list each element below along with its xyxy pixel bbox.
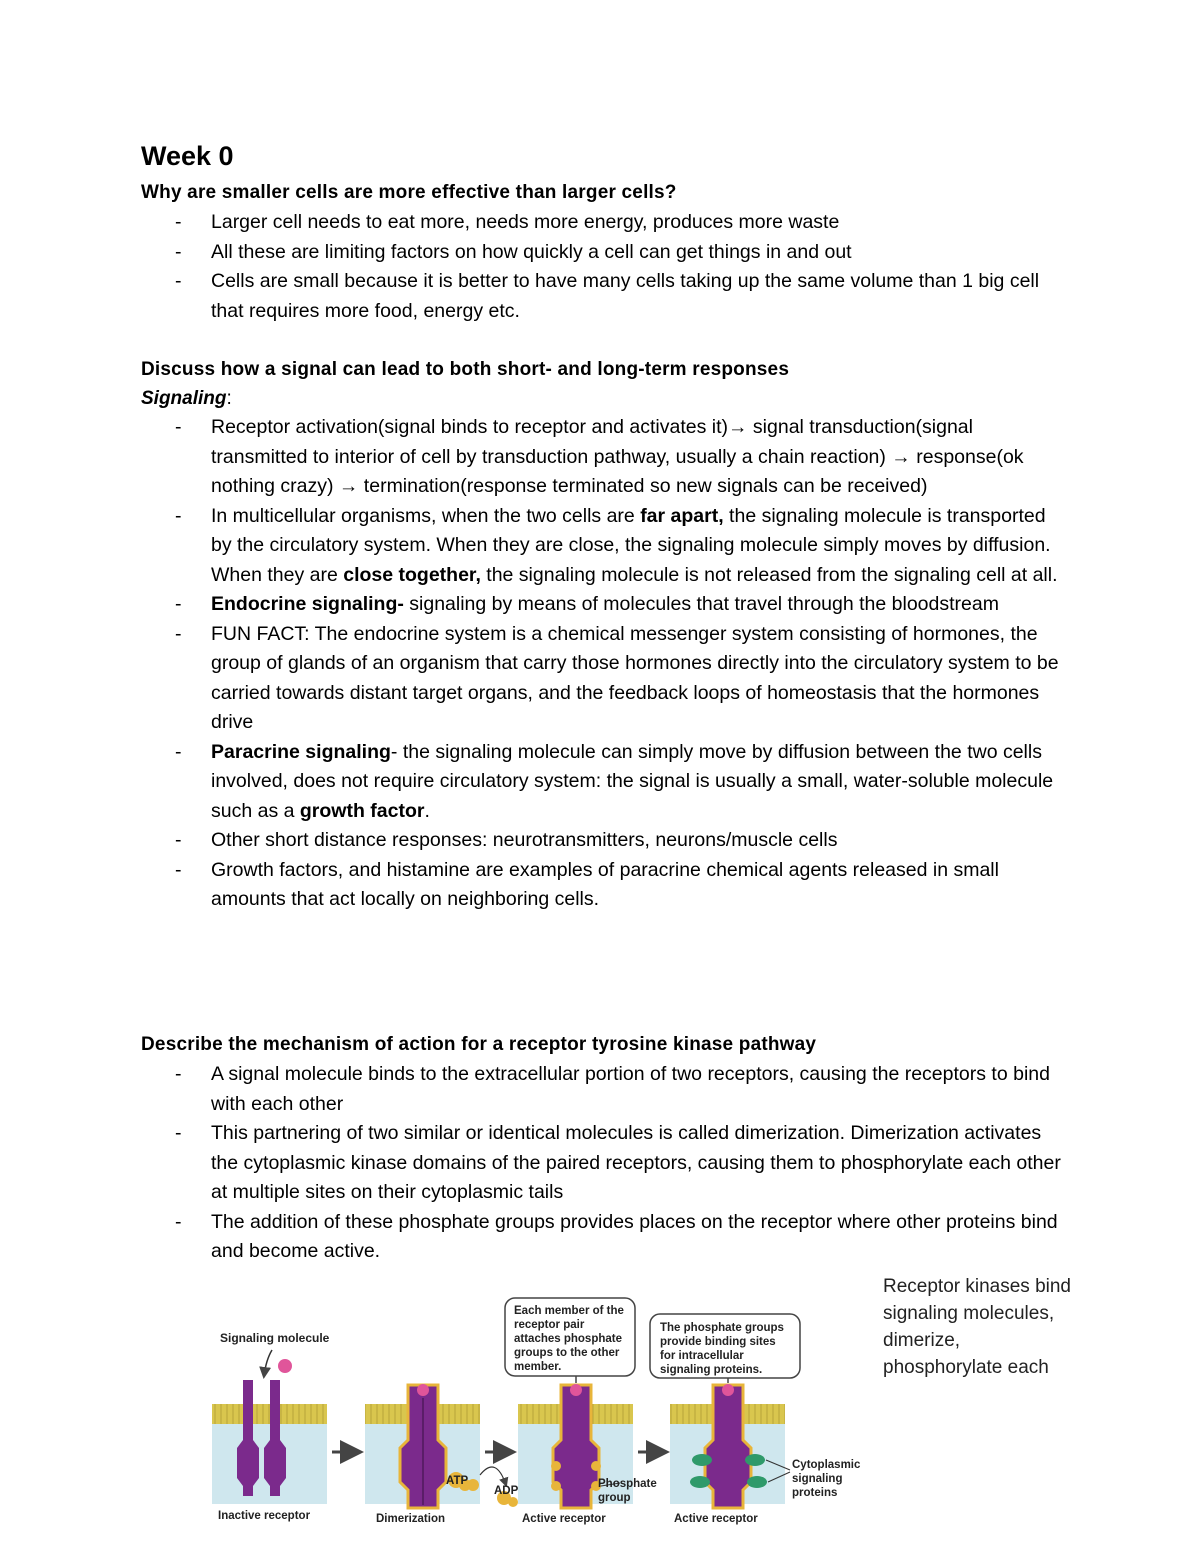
list-item: - FUN FACT: The endocrine system is a chemical messenger system consisting of hormones, the group of glands of an organism that carry those hormones directly into the circulatory system to be carried towards distant target organs, and the feedback loops of homeostasis that the hormones drive <box>141 620 1061 738</box>
page-title: Week 0 <box>141 141 234 171</box>
callout-line: for intracellular <box>660 1350 744 1362</box>
side-note: Receptor kinases bind signaling molecules, dimerize, phosphorylate each <box>883 1276 1071 1378</box>
atp-label: ATP <box>446 1475 469 1487</box>
caption-inactive: Inactive receptor <box>218 1510 311 1522</box>
phosphate-label-2: group <box>598 1492 631 1504</box>
adp-label: ADP <box>494 1485 519 1497</box>
signaling-molecule-label: Signaling molecule <box>220 1331 330 1345</box>
list-item <box>141 590 1061 620</box>
list-item: - Other short distance responses: neurotransmitters, neurons/muscle cells <box>141 826 1061 856</box>
callout-line: attaches phosphate <box>514 1333 622 1345</box>
bold-term: growth factor <box>299 799 425 822</box>
text: signaling by means of molecules that travel through the bloodstream <box>403 593 999 615</box>
list-item <box>141 502 1061 591</box>
callout-line: Each member of the <box>514 1305 624 1317</box>
subheading-text: Signaling <box>141 388 227 409</box>
list-item: - Receptor activation(signal binds to receptor and activates it)→ signal transduction(signal transmitted to interior of cell by transduction pathway, usually a chain reaction) → response(ok nothing crazy) → termination(response terminated so new signals can be received) <box>141 413 1061 502</box>
callout-line: member. <box>514 1361 562 1373</box>
subheading <box>141 388 232 410</box>
subheading-colon: : <box>226 388 232 409</box>
bold-term: close together, <box>343 563 481 586</box>
caption-dimerization: Dimerization <box>376 1513 446 1525</box>
signaling-molecule-icon <box>264 1350 292 1376</box>
callout-line: provide binding sites <box>660 1336 776 1348</box>
cyto-label-3: proteins <box>792 1487 838 1499</box>
cyto-label-1: Cytoplasmic <box>792 1459 861 1471</box>
callout-line: The phosphate groups <box>660 1322 784 1334</box>
caption-active-1: Active receptor <box>522 1513 606 1525</box>
question-heading: Discuss how a signal can lead to both short- and long-term responses <box>141 359 790 380</box>
callout-line: signaling proteins. <box>660 1364 763 1376</box>
bullet-list <box>141 208 1061 326</box>
text: the signaling molecule is transported by the circulatory system. When they are close, the signaling molecule simply moves by diffusion. When they are <box>211 504 1051 586</box>
cyto-label-2: signaling <box>792 1473 843 1485</box>
callout-line: groups to the other <box>514 1347 620 1359</box>
list-item: - Growth factors, and histamine are examples of paracrine chemical agents released in small amounts that act locally on neighboring cells. <box>141 856 1061 915</box>
list-item: - Larger cell needs to eat more, needs more energy, produces more waste <box>141 208 1061 238</box>
caption-active-2: Active receptor <box>674 1513 758 1525</box>
bold-term: Endocrine signaling- <box>211 593 404 615</box>
bullet-list <box>141 413 1061 915</box>
bold-term: Paracrine signaling <box>211 740 391 763</box>
list-item: - All these are limiting factors on how quickly a cell can get things in and out <box>141 238 1061 268</box>
text: - the signaling molecule can simply move by diffusion between the two cells involved, does not require circulatory system: the signal is usually a small, water-soluble molecule such as a <box>211 740 1054 822</box>
question-heading: Why are smaller cells are more effective than larger cells? <box>141 182 677 203</box>
list-item: - This partnering of two similar or identical molecules is called dimerization. Dimerization activates the cytoplasmic kinase domains of the paired receptors, causing them to phosphorylate each other at multiple sites on their cytoplasmic tails <box>141 1119 1061 1208</box>
list-item: - Cells are small because it is better to have many cells taking up the same volume than 1 big cell that requires more food, energy etc. <box>141 267 1061 326</box>
list-item <box>141 738 1061 827</box>
adp-icon <box>494 1485 519 1507</box>
text: . <box>424 799 430 822</box>
callout-box-1 <box>505 1298 635 1383</box>
callout-box-2 <box>650 1314 800 1383</box>
dimer-receptor <box>400 1384 446 1508</box>
phosphate-label-1: Phosphate <box>598 1478 657 1490</box>
question-heading: Describe the mechanism of action for a receptor tyrosine kinase pathway <box>141 1034 817 1055</box>
text: the signaling molecule is not released from the signaling cell at all. <box>480 563 1058 586</box>
rtk-figure <box>200 1290 880 1540</box>
callout-line: receptor pair <box>514 1319 585 1331</box>
bold-term: far apart, <box>640 504 724 527</box>
list-item: - The addition of these phosphate groups provides places on the receptor where other proteins bind and become active. <box>141 1208 1061 1267</box>
bullet-list <box>141 1060 1061 1267</box>
text: In multicellular organisms, when the two cells are <box>211 504 641 527</box>
list-item: - A signal molecule binds to the extracellular portion of two receptors, causing the receptors to bind with each other <box>141 1060 1061 1119</box>
